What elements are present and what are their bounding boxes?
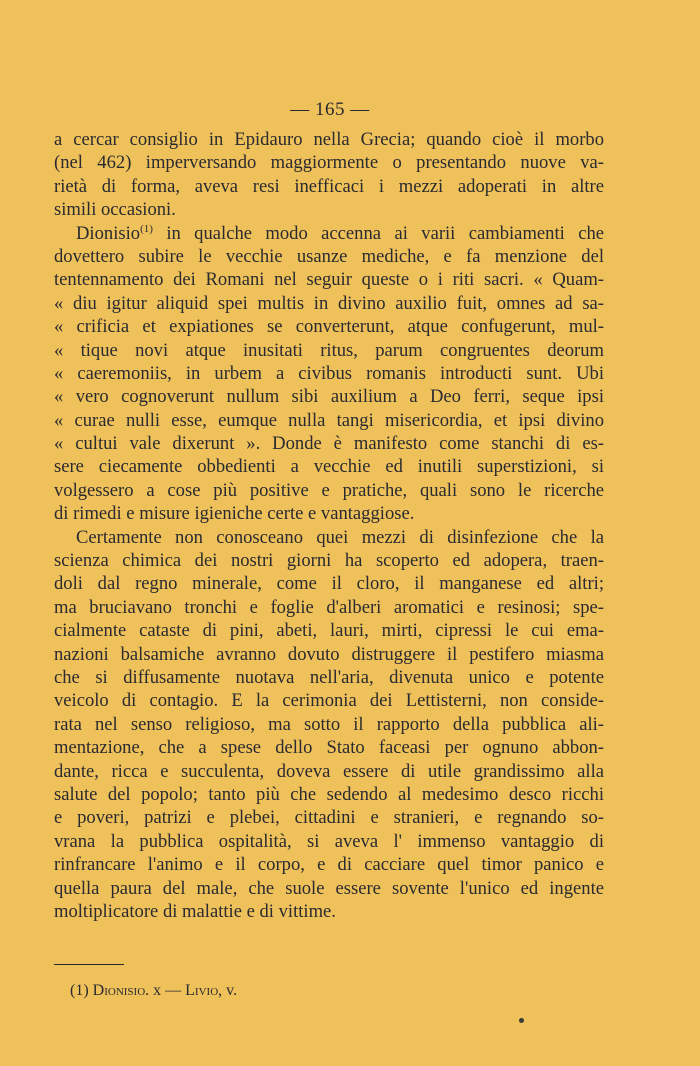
text-line: « curae nulli esse, eumque nulla tangi misericordia, et ipsi divino: [54, 409, 604, 431]
ink-spot: [519, 1018, 524, 1023]
text-line: Certamente non conosceano quei mezzi di disinfezione che la: [76, 526, 604, 548]
footnote-author: Dionisio: [92, 982, 146, 999]
page-number: — 165 —: [290, 99, 370, 120]
text-line: scienza chimica dei nostri giorni ha scoperto ed adopera, traen-: [54, 550, 604, 572]
text-line: a cercar consiglio in Epidauro nella Grecia; quando cioè il morbo: [54, 129, 604, 150]
text-line: cialmente cataste di pini, abeti, lauri, mirti, cipressi le cui ema-: [54, 620, 604, 642]
footnote-number: (1): [70, 982, 89, 999]
text-line: (nel 462) imperversando maggiormente o presentando nuove va-: [54, 152, 604, 174]
text-line: mentazione, che a spese dello Stato faceasi per ognuno abbon-: [54, 737, 604, 759]
footnote-reference: . x —: [145, 982, 182, 999]
text-line: dovettero subire le vecchie usanze mediche, e fa menzione del: [54, 245, 604, 267]
text-line: nazioni balsamiche avranno dovuto distruggere il pestifero miasma: [54, 643, 604, 665]
text-line: « vero cognoverunt nullum sibi auxilium a Deo ferri, seque ipsi: [54, 386, 604, 408]
footnote: [70, 981, 237, 1001]
text-line: e poveri, patrizi e plebei, cittadini e stranieri, e regnando so-: [54, 807, 604, 829]
text-line: che si diffusamente nuotava nell'aria, divenuta unico e potente: [54, 666, 604, 688]
text-line: rata nel senso religioso, ma sotto il rapporto della pubblica ali-: [54, 713, 604, 735]
text-line: moltiplicatore di malattie e di vittime.: [54, 900, 336, 922]
text-line: « crificia et expiationes se converterunt, atque confugerunt, mul-: [54, 316, 604, 338]
footnote-author: Livio: [185, 982, 219, 999]
text-line: tentennamento dei Romani nel seguir queste o i riti sacri. « Quam-: [54, 269, 604, 291]
text-line: simili occasioni.: [54, 199, 176, 221]
footnote-reference: , v.: [218, 982, 238, 999]
text-fragment: in qualche modo accenna ai varii cambiamenti che: [166, 222, 604, 244]
text-line: sere ciecamente obbedienti a vecchie ed inutili superstizioni, si: [54, 456, 604, 478]
text-line: « cultui vale dixerunt ». Donde è manifesto come stanchi di es-: [54, 433, 604, 455]
text-line: dante, ricca e succulenta, doveva essere di utile grandissimo alla: [54, 760, 604, 782]
text-line: « tique novi atque inusitati ritus, parum congruentes deorum: [54, 339, 604, 361]
text-line: « diu igitur aliquid spei multis in divino auxilio fuit, omnes ad sa-: [54, 292, 604, 314]
text-line: rietà di forma, aveva resi inefficaci i mezzi adoperati in altre: [54, 175, 604, 197]
text-line: vrana la pubblica ospitalità, si aveva l' immenso vantaggio di: [54, 830, 604, 852]
body-text: [54, 128, 604, 923]
text-line: rinfrancare l'animo e il corpo, e di cacciare quel timor panico e: [54, 854, 604, 876]
text-line: quella paura del male, che suole essere sovente l'unico ed ingente: [54, 877, 604, 899]
text-line: veicolo di contagio. E la cerimonia dei Lettisterni, non conside-: [54, 690, 604, 712]
text-line: salute del popolo; tanto più che sedendo al medesimo desco ricchi: [54, 783, 604, 805]
text-line: ma bruciavano tronchi e foglie d'alberi aromatici e resinosi; spe-: [54, 596, 604, 618]
text-line: doli dal regno minerale, come il cloro, il manganese ed altri;: [54, 573, 604, 595]
text-line: « caeremoniis, in urbem a civibus romanis introducti sunt. Ubi: [54, 362, 604, 384]
footnote-marker: (1): [140, 222, 153, 235]
footnote-divider: [54, 964, 124, 965]
text-line: [54, 222, 604, 245]
author-name: Dionisio: [76, 222, 141, 244]
text-line: di rimedi e misure igieniche certe e vantaggiose.: [54, 503, 415, 525]
text-line: volgessero a cose più positive e pratiche, quali sono le ricerche: [54, 479, 604, 501]
